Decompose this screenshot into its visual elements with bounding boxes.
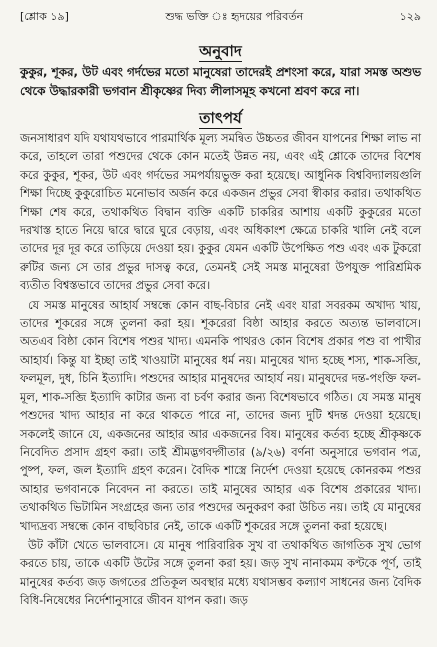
translation-text: কুকুর, শূকর, উট এবং গর্দভের মতো মানুষেরা তাদেরই প্রশংসা করে, যারা সমস্ত অশুভ থেকে উদ্ধারকারী ভগবান শ্রীকৃষ্ণের দিব্য লীলাসমূহ কখনো শ্রবণ করে না। — [20, 65, 421, 98]
purport-paragraph: জনসাধারণ যদি যথাযথভাবে পারমার্থিক মূল্য সমন্বিত উচ্চতর জীবন যাপনের শিক্ষা লাভ না করে, তাহলে তারা পশুদের থেকে কোন মতেই উন্নত নয়, এবং এই শ্লোকে তাদের বিশেষ করে কুকুর, শূকর, উট এবং গর্দভের সমপর্যায়ভুক্ত করা হয়েছে। আধুনিক বিশ্ববিদ্যালয়গুলি শিক্ষা দিচ্ছে কুকুরোচিত মনোভাব অর্জন করে একজন প্রভুর সেবা স্বীকার করার। তথাকথিত শিক্ষা শেষ করে, তথাকথিত বিদ্বান ব্যক্তি একটি চাকরির আশায় একটি কুকুরের মতো দরখাস্ত হাতে নিয়ে দ্বারে দ্বারে ঘুরে বেড়ায়, এবং অধিকাংশ ক্ষেত্রে চাকরি খালি নেই বলে তাদের দূর দূর করে তাড়িয়ে দেওয়া হয়। কুকুর যেমন একটি উপেক্ষিত পশু এবং এক টুকরো রুটির জন্য সে তার প্রভুর দাসত্ব করে, তেমনই সেই সমস্ত মানুষেরা উপযুক্ত পারিশ্রমিক ব্যতীত বিশ্বস্তভাবে তাদের প্রভুর সেবা করে। — [20, 132, 421, 293]
verse-reference: [শ্লোক ১৯] — [20, 10, 69, 23]
running-header — [20, 0, 421, 28]
purport-heading: তাৎপর্য — [199, 109, 242, 127]
purport-paragraph: যে সমস্ত মানুষের আহার্য সম্বন্ধে কোন বাছ-বিচার নেই এবং যারা সবরকম অখাদ্য খায়, তাদের শূকরের সঙ্গে তুলনা করা হয়। শূকরেরা বিষ্ঠা আহার করতে অত্যন্ত ভালবাসে। অতএব বিষ্ঠা কোন বিশেষ পশুর খাদ্য। এমনকি পাথরও কোন বিশেষ প্রকার পশু বা পাখীর আহার্য। কিন্তু যা ইচ্ছা তাই খাওয়াটা মানুষের ধর্ম নয়। মানুষের খাদ্য হচ্ছে শস্য, শাক-সব্জি, ফলমূল, দুধ, চিনি ইত্যাদি। পশুদের আহার মানুষদের আহার্য নয়। মানুষদের দন্ত-পংক্তি ফল-মূল, শাক-সব্জি ইত্যাদি কাটার জন্য বা চর্বণ করার জন্য বিশেষভাবে গঠিত। যে সমস্ত মানুষ পশুদের খাদ্য আহার না করে থাকতে পারে না, তাদের জন্য দুটি শ্বদন্ত দেওয়া হয়েছে। সকলেই জানে যে, একজনের আহার আর একজনের বিষ। মানুষের কর্তব্য হচ্ছে শ্রীকৃষ্ণকে নিবেদিত প্রসাদ গ্রহণ করা। তাই শ্রীমদ্ভগবদ্গীতার (৯/২৬) বর্ণনা অনুসারে ভগবান পত্র, পুষ্প, ফল, জল ইত্যাদি গ্রহণ করেন। বৈদিক শাস্ত্রে নির্দেশ দেওয়া হয়েছে কোনরকম পশুর আহার ভগবানকে নিবেদন না করতে। তাই মানুষের আহার এক বিশেষ প্রকারের খাদ্য। তথাকথিত ভিটামিন সংগ্রহের জন্য তার পশুদের অনুকরণ করা উচিত নয়। তাই যে মানুষের খাদ্যদ্রব্য সম্বন্ধে কোন বাছবিচার নেই, তাকে একটি শূকরের সঙ্গে তুলনা করা হয়েছে। — [20, 298, 421, 533]
purport-paragraph: উট কাঁটা খেতে ভালবাসে। যে মানুষ পারিবারিক সুখ বা তথাকথিত জাগতিক সুখ ভোগ করতে চায়, তাকে একটি উটের সঙ্গে তুলনা করা হয়। জড় সুখ নানাকমম কণ্টকে পূর্ণ, তাই মানুষের কর্তব্য জড় জগতের প্রতিকূল অবস্থার মধ্যে যথাসম্ভব কল্যাণ সাধনের জন্য বৈদিক বিধি-নিষেধের নির্দেশানুসারে জীবন যাপন করা। জড় — [20, 538, 421, 608]
page-number: ১২৯ — [399, 10, 421, 23]
chapter-title: শুদ্ধ ভক্তি ঃ হৃদয়ের পরিবর্তন — [165, 10, 304, 23]
translation-heading: অনুবাদ — [199, 42, 242, 60]
